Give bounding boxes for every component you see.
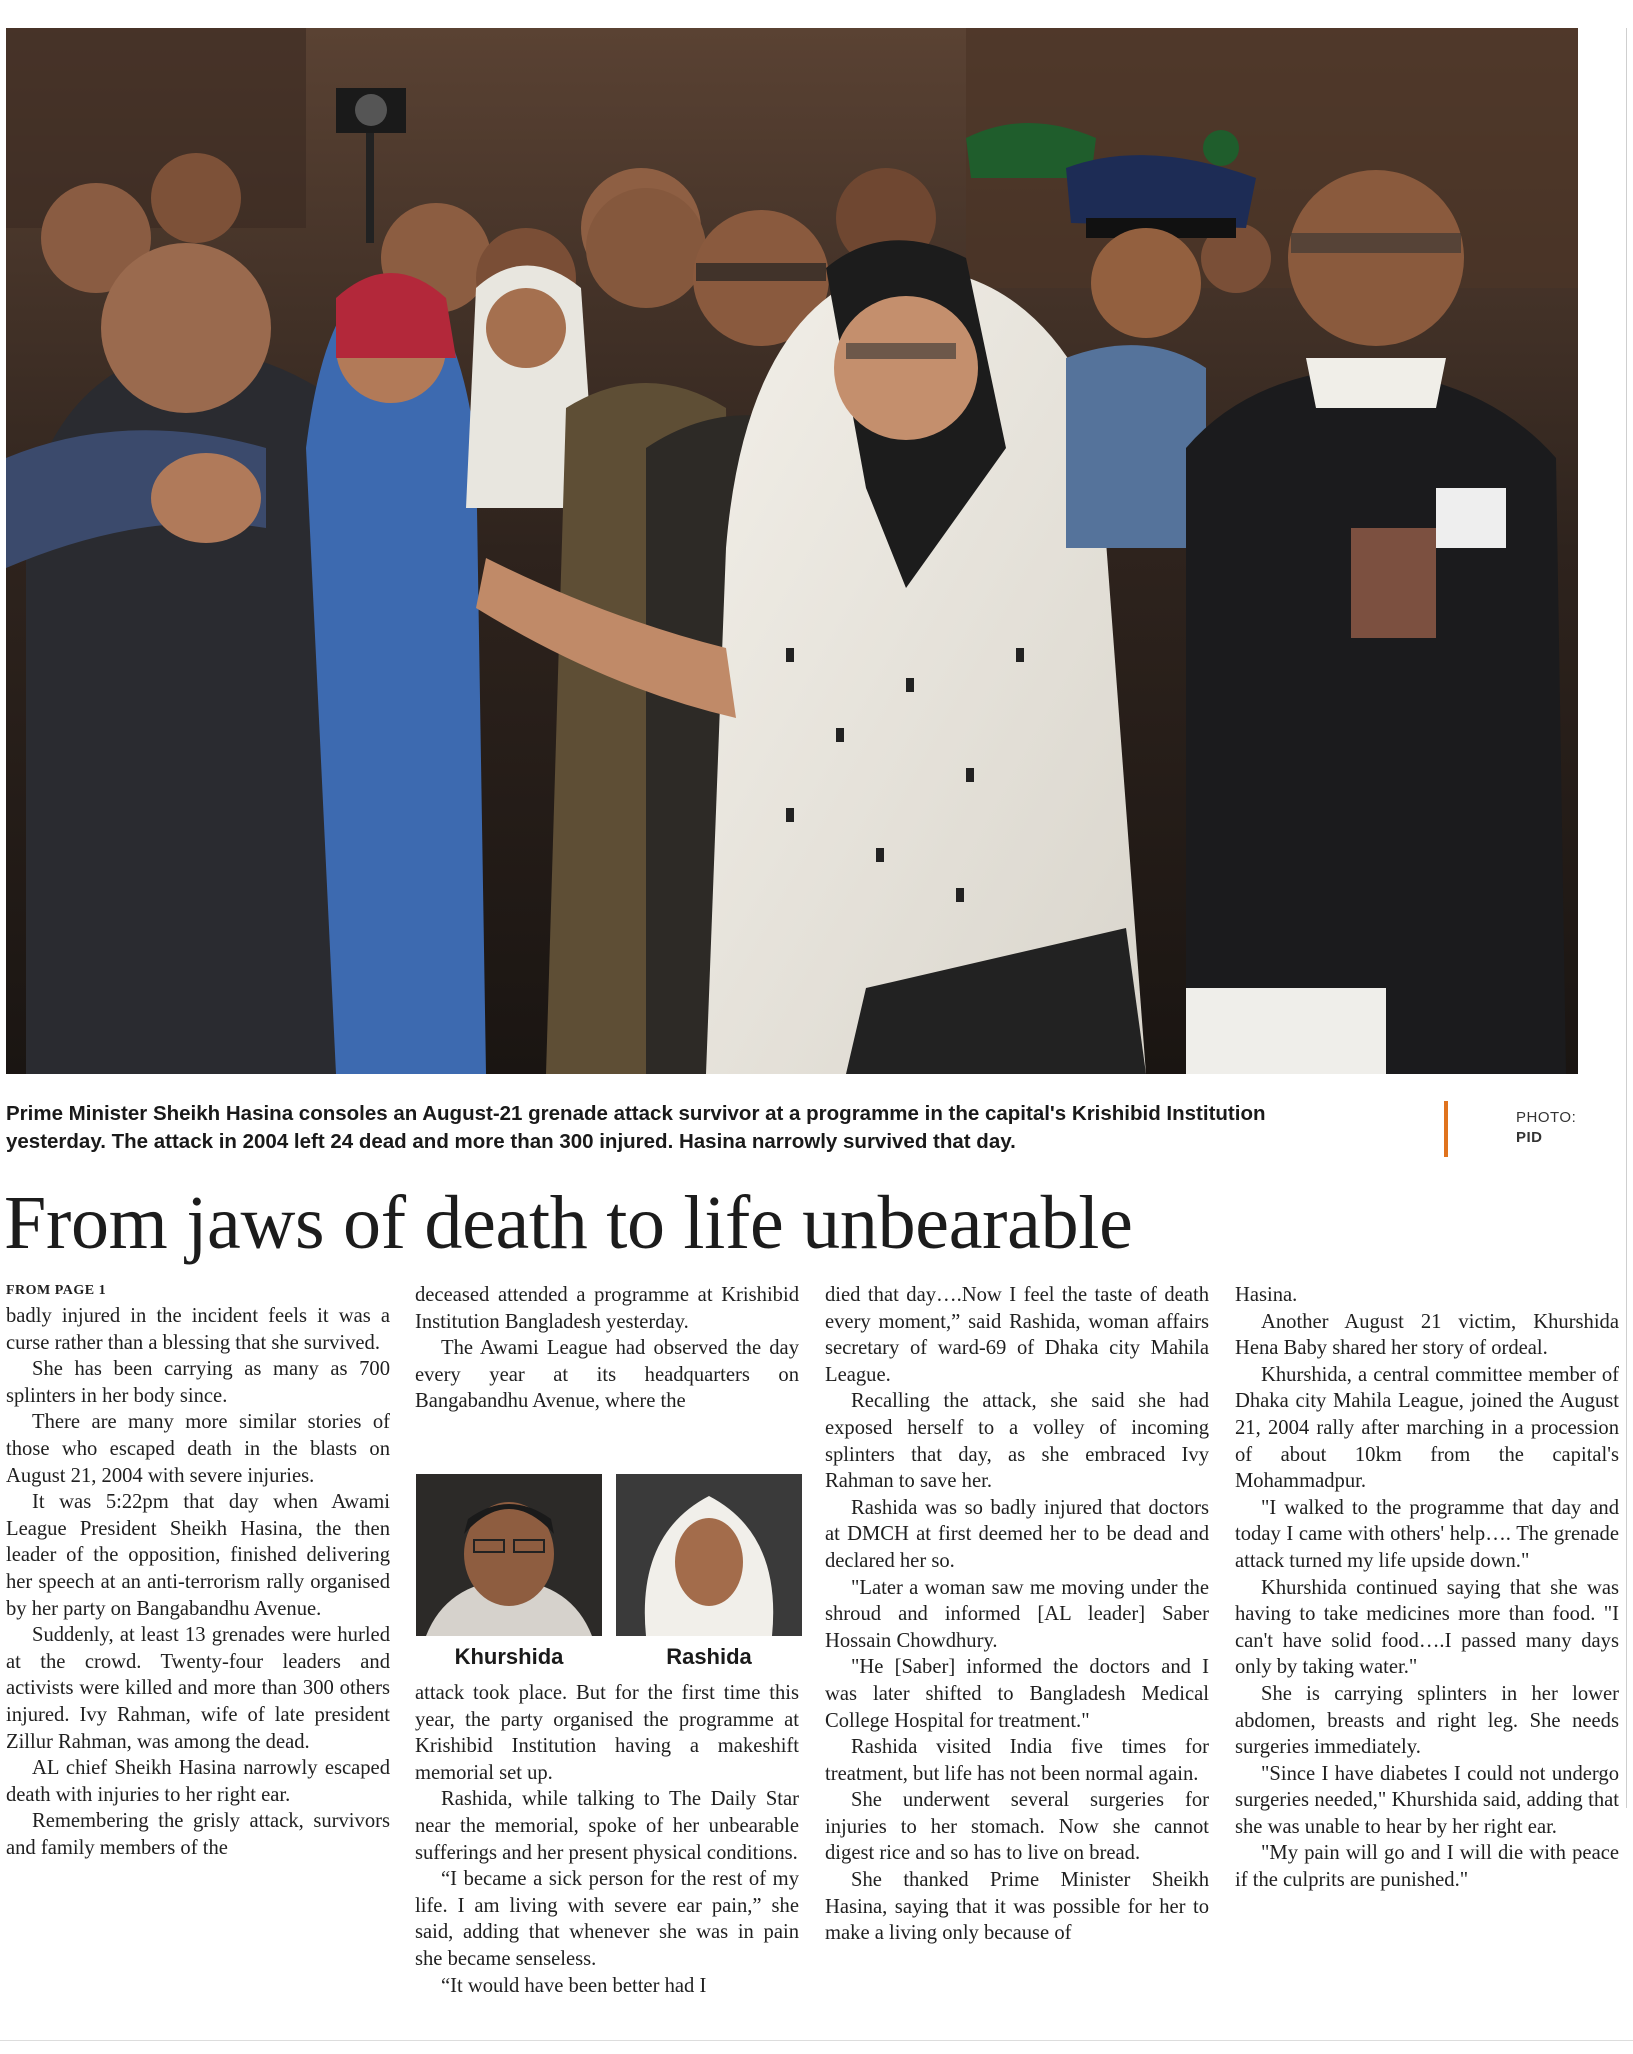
article-column-4 — [1235, 1282, 1619, 1894]
paragraph: Hasina. — [1235, 1284, 1298, 1306]
paragraph: "Later a woman saw me moving under the shroud and informed [AL leader] Saber Hossain Chowdhury. — [825, 1576, 1209, 1652]
paragraph: Rashida was so badly injured that doctors at DMCH at first deemed her to be dead and declared her so. — [825, 1496, 1209, 1572]
paragraph: There are many more similar stories of those who escaped death in the blasts on August 21, 2004 with severe injuries. — [6, 1411, 390, 1487]
headline: From jaws of death to life unbearable — [4, 1181, 1133, 1265]
paragraph: "Since I have diabetes I could not undergo surgeries needed," Khurshida said, adding that she was unable to hear by her right ear. — [1235, 1762, 1619, 1838]
photo-caption: Prime Minister Sheikh Hasina consoles an August-21 grenade attack survivor at a programme in the capital's Krishibid Institution yesterday. The attack in 2004 left 24 dead and more than 300 injured. Hasina narrowly survived that day. — [6, 1102, 1266, 1153]
inset-photo-khurshida — [416, 1474, 602, 1636]
paragraph: “It would have been better had I — [441, 1974, 707, 1997]
photo-credit-source: PID — [1516, 1129, 1543, 1146]
paragraph: She underwent several surgeries for injuries to her stomach. Now she cannot digest rice and so has to live on bread. — [825, 1789, 1209, 1865]
paragraph: She thanked Prime Minister Sheikh Hasina, saying that it was possible for her to make a living only because of — [825, 1869, 1209, 1945]
paragraph: "He [Saber] informed the doctors and I was later shifted to Bangladesh Medical College Hospital for treatment." — [825, 1656, 1209, 1732]
paragraph: "I walked to the programme that day and today I came with others' help…. The grenade attack turned my life upside down." — [1235, 1496, 1619, 1572]
photo-credit — [1516, 1108, 1576, 1148]
inset-label-rashida: Rashida — [666, 1644, 752, 1669]
paragraph: Khurshida continued saying that she was having to take medicines more than food. "I can't have solid food….I passed many days only by taking water." — [1235, 1576, 1619, 1679]
paragraph: Khurshida, a central committee member of Dhaka city Mahila League, joined the August 21, 2004 rally after marching in a procession of about 10km from the capital's Mohammadpur. — [1235, 1363, 1619, 1493]
paragraph: Rashida visited India five times for treatment, but life has not been normal again. — [825, 1736, 1209, 1785]
page-bottom-rule — [0, 2040, 1633, 2041]
kicker-from-page: FROM PAGE 1 — [6, 1283, 107, 1298]
photo-credit-label: PHOTO: — [1516, 1109, 1577, 1126]
credit-accent-bar — [1444, 1101, 1448, 1157]
article-column-2-bottom — [415, 1680, 799, 1999]
paragraph: "My pain will go and I will die with peace if the culprits are punished." — [1235, 1842, 1619, 1892]
paragraph: deceased attended a programme at Krishibid Institution Bangladesh yesterday. — [415, 1284, 799, 1333]
paragraph: Remembering the grisly attack, survivors and family members of the — [6, 1810, 390, 1859]
paragraph: It was 5:22pm that day when Awami League President Sheikh Hasina, the then leader of the opposition, finished delivering her speech at an anti-terrorism rally organised by her party on Bangabandhu Avenue. — [6, 1491, 390, 1620]
main-photo — [6, 28, 1578, 1074]
paragraph: Another August 21 victim, Khurshida Hena Baby shared her story of ordeal. — [1235, 1310, 1619, 1360]
paragraph: Rashida, while talking to The Daily Star near the memorial, spoke of her unbearable sufferings and her present physical conditions. — [415, 1788, 799, 1864]
column-divider — [1626, 28, 1627, 1808]
article-column-3 — [825, 1282, 1209, 1947]
paragraph: Suddenly, at least 13 grenades were hurled at the crowd. Twenty-four leaders and activists were killed and more than 300 others injured. Ivy Rahman, wife of late president Zillur Rahman, was among the dead. — [6, 1624, 390, 1753]
inset-photo-rashida — [616, 1474, 802, 1636]
paragraph: badly injured in the incident feels it was a curse rather than a blessing that she survived. — [6, 1305, 390, 1354]
paragraph: The Awami League had observed the day every year at its headquarters on Bangabandhu Avenue, where the — [415, 1337, 799, 1413]
paragraph: died that day….Now I feel the taste of death every moment,” said Rashida, woman affairs secretary of ward-69 of Dhaka city Mahila League. — [825, 1284, 1209, 1386]
paragraph: Recalling the attack, she said she had exposed herself to a volley of incoming splinters that day, as she embraced Ivy Rahman to save her. — [825, 1390, 1209, 1493]
paragraph: attack took place. But for the first time this year, the party organised the programme at Krishibid Institution having a makeshift memorial set up. — [415, 1682, 799, 1784]
paragraph: She is carrying splinters in her lower abdomen, breasts and right leg. She needs surgeries immediately. — [1235, 1682, 1619, 1759]
article-column-1 — [6, 1282, 390, 1861]
paragraph: AL chief Sheikh Hasina narrowly escaped death with injuries to her right ear. — [6, 1757, 390, 1806]
paragraph: She has been carrying as many as 700 splinters in her body since. — [6, 1358, 390, 1407]
paragraph: “I became a sick person for the rest of my life. I am living with severe ear pain,” she said, adding that whenever she was in pain she became senseless. — [415, 1868, 799, 1970]
inset-label-khurshida: Khurshida — [454, 1644, 564, 1669]
article-column-2-top — [415, 1282, 799, 1415]
